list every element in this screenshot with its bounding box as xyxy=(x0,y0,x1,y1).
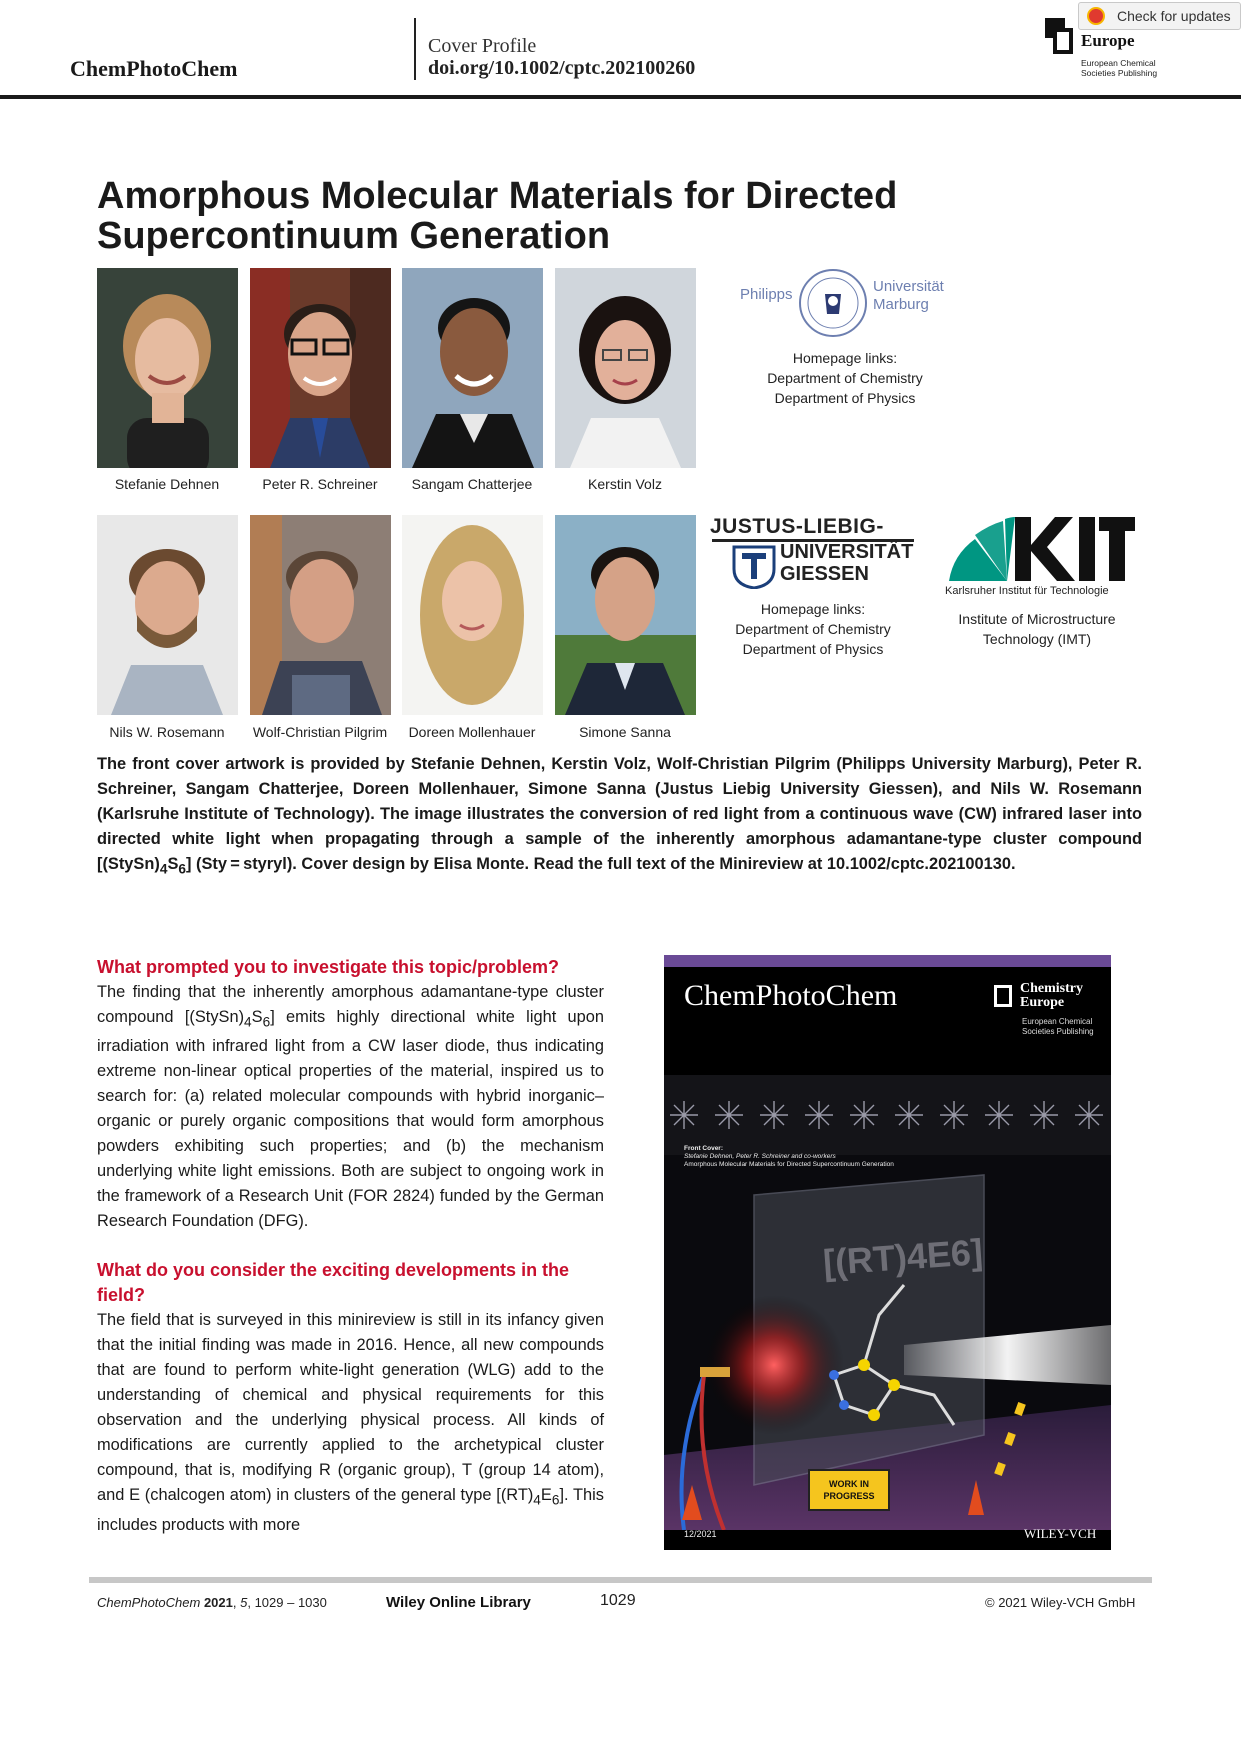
question-heading: What prompted you to investigate this topic/problem? xyxy=(97,957,560,977)
kit-institute xyxy=(937,609,1137,649)
sign-line-2: PROGRESS xyxy=(823,1491,875,1501)
author-photo xyxy=(402,515,543,715)
link-department-chemistry[interactable]: Department of Chemistry xyxy=(735,621,891,637)
sign-line-1: WORK IN xyxy=(829,1479,869,1489)
question-heading: What do you consider the exciting developments in the field? xyxy=(97,1260,570,1306)
kit-institute-name-1: Institute of Microstructure xyxy=(958,611,1116,627)
citation: ChemPhotoChem 2021, 5, 1029 – 1030 xyxy=(97,1595,327,1610)
article-title: Amorphous Molecular Materials for Directed Supercontinuum Generation xyxy=(97,175,898,257)
cover-publisher-1: Chemistry xyxy=(1020,981,1083,996)
check-for-updates-button[interactable] xyxy=(1078,2,1241,30)
kit-logo xyxy=(945,515,1135,605)
author-photo xyxy=(97,268,238,468)
link-department-physics[interactable]: Department of Physics xyxy=(774,390,916,406)
author-name: Peter R. Schreiner xyxy=(262,476,378,492)
marburg-logo-left: Philipps xyxy=(740,286,793,303)
cover-abstract: The front cover artwork is provided by Stefanie Dehnen, Kerstin Volz, Wolf-Christian Pilgrim (Philipps University Marburg), Peter R. Schreiner, Sangam Chatterjee, Doreen Mollenhauer, Simone Sanna (Justus Liebig University Giessen), and Nils W. Rosemann (Karlsruhe Institute of Technology). The image illustrates the conversion of red light from a continuous wave (CW) infrared laser into directed white light when propagating through a sample of the inherently amorphous adamantane-type cluster compound $[(StySn)_4S_6] (Sty$ = styryl). Cover design by Elisa Monte. Read the full text of the Minireview at 10.1002/cptc.202100130. xyxy=(97,755,1142,877)
author-name: Doreen Mollenhauer xyxy=(408,724,536,740)
journal-name: ChemPhotoChem xyxy=(70,56,238,81)
qa-section xyxy=(97,955,604,1538)
author-photo xyxy=(97,515,238,715)
crossmark-icon xyxy=(1087,7,1105,25)
marburg-links xyxy=(745,348,945,408)
author-photo xyxy=(555,515,696,715)
footer-rule xyxy=(89,1577,1152,1583)
cover-logo-mark-icon xyxy=(994,985,1012,1007)
cover-journal-title: ChemPhotoChem xyxy=(684,979,898,1012)
panel-formula: [(RT)4E6] xyxy=(821,1230,985,1283)
cover-publisher-sub: European Chemical Societies Publishing xyxy=(1022,1017,1094,1036)
author-name: Kerstin Volz xyxy=(588,476,662,492)
cover-issue: 12/2021 xyxy=(684,1529,717,1539)
link-department-chemistry[interactable]: Department of Chemistry xyxy=(767,370,923,386)
cover-front-cover-credit: Front Cover: Stefanie Dehnen, Peter R. Schreiner and co-workers Amorphous Molecular Materials for Directed Supercontinuum Generation xyxy=(684,1145,894,1168)
author-name: Wolf-Christian Pilgrim xyxy=(252,724,388,740)
author-name: Sangam Chatterjee xyxy=(411,476,533,492)
copyright: © 2021 Wiley-VCH GmbH xyxy=(985,1595,1136,1610)
kit-logo-sub: Karlsruher Institut für Technologie xyxy=(945,585,1109,597)
kit-institute-name-2: Technology (IMT) xyxy=(982,631,1092,647)
university-seal-icon xyxy=(798,268,868,338)
answer-text: The field that is surveyed in this minireview is still in its infancy given that the initial finding was made in 2016. Hence, all new compounds that are found to perform white-light generation (WLG) add to the understanding of chemical and physical requirements for this observation and the underlying physical process. All kinds of modifications are currently applied to the archetypical cluster compound, that is, modifying R (organic group), T (group 14 atom), and E (chalcogen atom) in clusters of the general type $[(RT)_4E_6]$. This includes products with more xyxy=(97,1311,604,1534)
doi-link[interactable]: doi.org/10.1002/cptc.202100260 xyxy=(428,57,696,79)
header-rule xyxy=(0,95,1241,99)
link-department-physics[interactable]: Department of Physics xyxy=(742,641,884,657)
author-photo xyxy=(402,268,543,468)
author-photo xyxy=(555,268,696,468)
check-for-updates-label: Check for updates xyxy=(1117,8,1231,24)
giessen-logo-line-1: JUSTUS-LIEBIG- xyxy=(710,515,884,538)
giessen-logo-line-3: GIESSEN xyxy=(780,563,869,585)
header-divider xyxy=(414,18,416,80)
author-name: Simone Sanna xyxy=(579,724,671,740)
author-photo xyxy=(250,515,391,715)
giessen-links xyxy=(713,599,913,659)
publisher-logo-name: Europe xyxy=(1081,31,1135,50)
author-photo xyxy=(250,268,391,468)
author-name: Stefanie Dehnen xyxy=(114,476,220,492)
giessen-logo-line-2: UNIVERSITÄT xyxy=(780,541,914,563)
marburg-logo-right-1: Universität xyxy=(873,278,944,295)
author-name: Nils W. Rosemann xyxy=(109,724,225,740)
marburg-logo xyxy=(740,268,950,338)
wiley-online-library-link[interactable]: Wiley Online Library xyxy=(386,1594,531,1611)
homepage-links-label: Homepage links: xyxy=(792,350,898,366)
university-shield-icon xyxy=(732,545,776,589)
journal-cover-image xyxy=(664,955,1111,1550)
marburg-logo-right-2: Marburg xyxy=(873,296,929,313)
answer-text: The finding that the inherently amorphous adamantane-type cluster compound $[(StySn)_4S_6]$ emits highly directional white light upon irradiation with infrared light from a CW laser diode, thus indicating extreme non-linear optical properties of the material, inspired us to search for: (a) related molecular compounds with hybrid inorganic–organic or purely organic compositions that would form amorphous powders exhibiting such properties; and (b) the mechanism underlying white light emissions. Both are subject to ongoing work in the framework of a Research Unit (FOR 2824) funded by the German Research Foundation (DFG). xyxy=(97,983,605,1231)
page-number: 1029 xyxy=(600,1592,636,1609)
section-label: Cover Profile xyxy=(428,35,537,57)
giessen-logo xyxy=(710,515,920,589)
cover-band xyxy=(664,955,1111,967)
publisher-logo-sub: European Chemical Societies Publishing xyxy=(1081,58,1158,78)
cover-artwork xyxy=(664,1075,1111,1530)
cover-publisher-2: Europe xyxy=(1020,995,1065,1010)
cover-publisher-footer: WILEY-VCH xyxy=(1024,1526,1097,1541)
homepage-links-label: Homepage links: xyxy=(760,601,866,617)
